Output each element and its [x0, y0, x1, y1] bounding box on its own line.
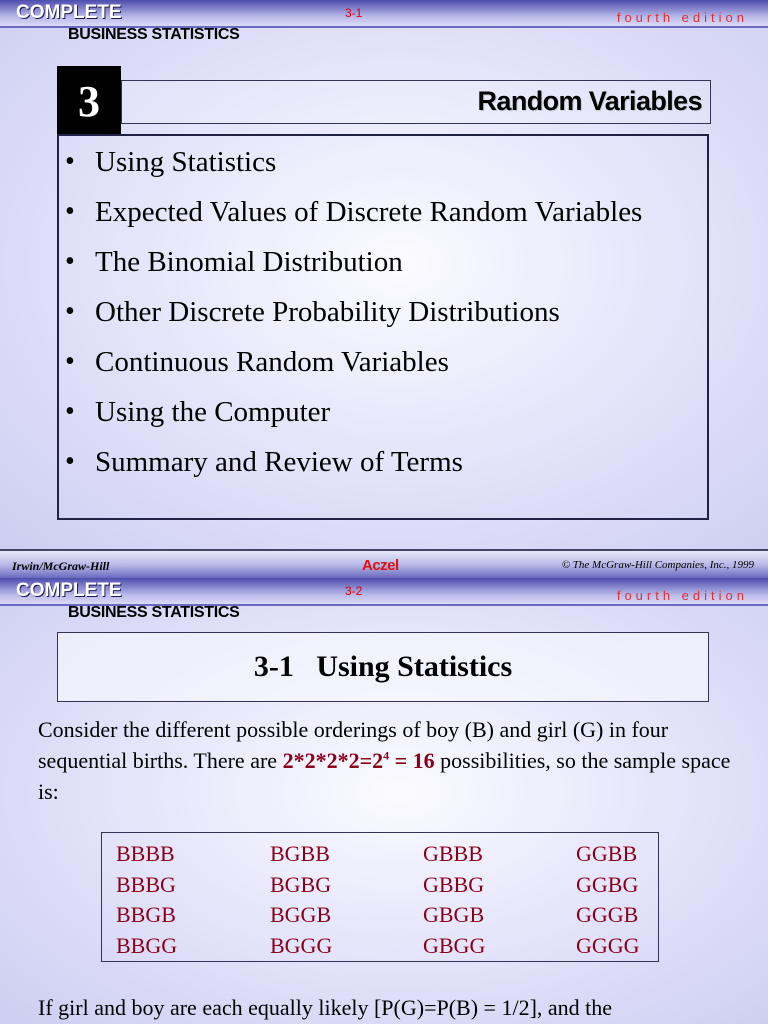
slide-3-2 [0, 578, 768, 1024]
formula-result: = 16 [389, 748, 435, 773]
logo-business-statistics: BUSINESS STATISTICS [68, 604, 240, 621]
logo-business-statistics: BUSINESS STATISTICS [68, 26, 240, 43]
bullet-icon: • [65, 446, 75, 477]
formula-exponent: 4 [383, 748, 390, 763]
outcome-cell: GGGB [576, 902, 639, 927]
formula-emphasis [283, 748, 435, 773]
intro-text: Consider the different possible orderings of boy (B) and girl (G) in four sequential births. There are [38, 717, 669, 773]
outcome-cell: GBGG [423, 932, 486, 958]
outcome-cell: GBBG [423, 871, 485, 897]
sample-space-column [576, 839, 640, 961]
topic-text: Other Discrete Probability Distributions [95, 296, 560, 328]
outcome-cell: GGGG [576, 932, 640, 958]
bullet-icon: • [65, 396, 75, 427]
outcome-cell: BGGG [270, 932, 333, 958]
section-title-box [57, 632, 709, 702]
footer-copyright: © The McGraw-Hill Companies, Inc., 1999 [561, 559, 754, 571]
topics-box [57, 134, 709, 520]
topic-item [59, 242, 707, 282]
outcome-cell: BGBG [270, 871, 332, 897]
outcome-cell: GBBB [423, 841, 483, 866]
edition-label: fourth edition [616, 10, 748, 25]
sample-space-box [101, 832, 659, 962]
sample-space-column [116, 839, 177, 961]
slide-footer [0, 549, 768, 580]
topic-text: Expected Values of Discrete Random Variables [95, 196, 643, 228]
outcome-cell: GBGB [423, 902, 485, 927]
topic-text: Using the Computer [95, 396, 331, 428]
topic-item [59, 342, 707, 382]
outcome-cell: BBGB [116, 902, 176, 927]
footer-publisher: Irwin/McGraw-Hill [12, 559, 110, 573]
outcome-cell: BGGB [270, 902, 332, 927]
intro-paragraph [38, 714, 738, 807]
bullet-icon: • [65, 146, 75, 177]
outcome-cell: BBGG [116, 932, 178, 958]
topics-list [59, 142, 707, 492]
chapter-title: Random Variables [477, 86, 702, 116]
sample-space-column [270, 839, 332, 961]
outcome-cell: GGBB [576, 841, 638, 866]
logo-complete: COMPLETE [16, 580, 122, 601]
slide-number: 3-1 [345, 6, 363, 20]
outcome-cell: BGBB [270, 841, 330, 866]
edition-label: fourth edition [616, 588, 748, 603]
sample-space-column [423, 839, 485, 961]
topic-text: Summary and Review of Terms [95, 446, 463, 478]
chapter-title-bar [121, 80, 711, 124]
topic-text: Continuous Random Variables [95, 346, 449, 378]
topic-item [59, 142, 707, 182]
slide-number: 3-2 [345, 584, 363, 598]
logo-complete: COMPLETE [16, 2, 122, 23]
topic-item [59, 392, 707, 432]
topic-item [59, 292, 707, 332]
bullet-icon: • [65, 196, 75, 227]
bullet-icon: • [65, 246, 75, 277]
intro-text-end: possibilities, so the sample space is: [38, 748, 731, 804]
section-title: 3-1 Using Statistics [253, 650, 513, 683]
bullet-icon: • [65, 296, 75, 327]
outcome-cell: GGBG [576, 871, 639, 897]
outcome-cell: BBBB [116, 841, 175, 866]
footer-author: Aczel [362, 557, 399, 574]
topic-text: The Binomial Distribution [95, 246, 403, 278]
topic-item [59, 442, 707, 482]
formula-base: 2*2*2*2=2 [282, 748, 384, 773]
bullet-icon: • [65, 346, 75, 377]
chapter-number: 3 [57, 66, 121, 134]
topic-text: Using Statistics [95, 146, 277, 178]
probability-paragraph: If girl and boy are each equally likely [P(G)=P(B) = 1/2], and the [38, 995, 613, 1020]
outcome-cell: BBBG [116, 871, 176, 897]
topic-item [59, 192, 707, 232]
